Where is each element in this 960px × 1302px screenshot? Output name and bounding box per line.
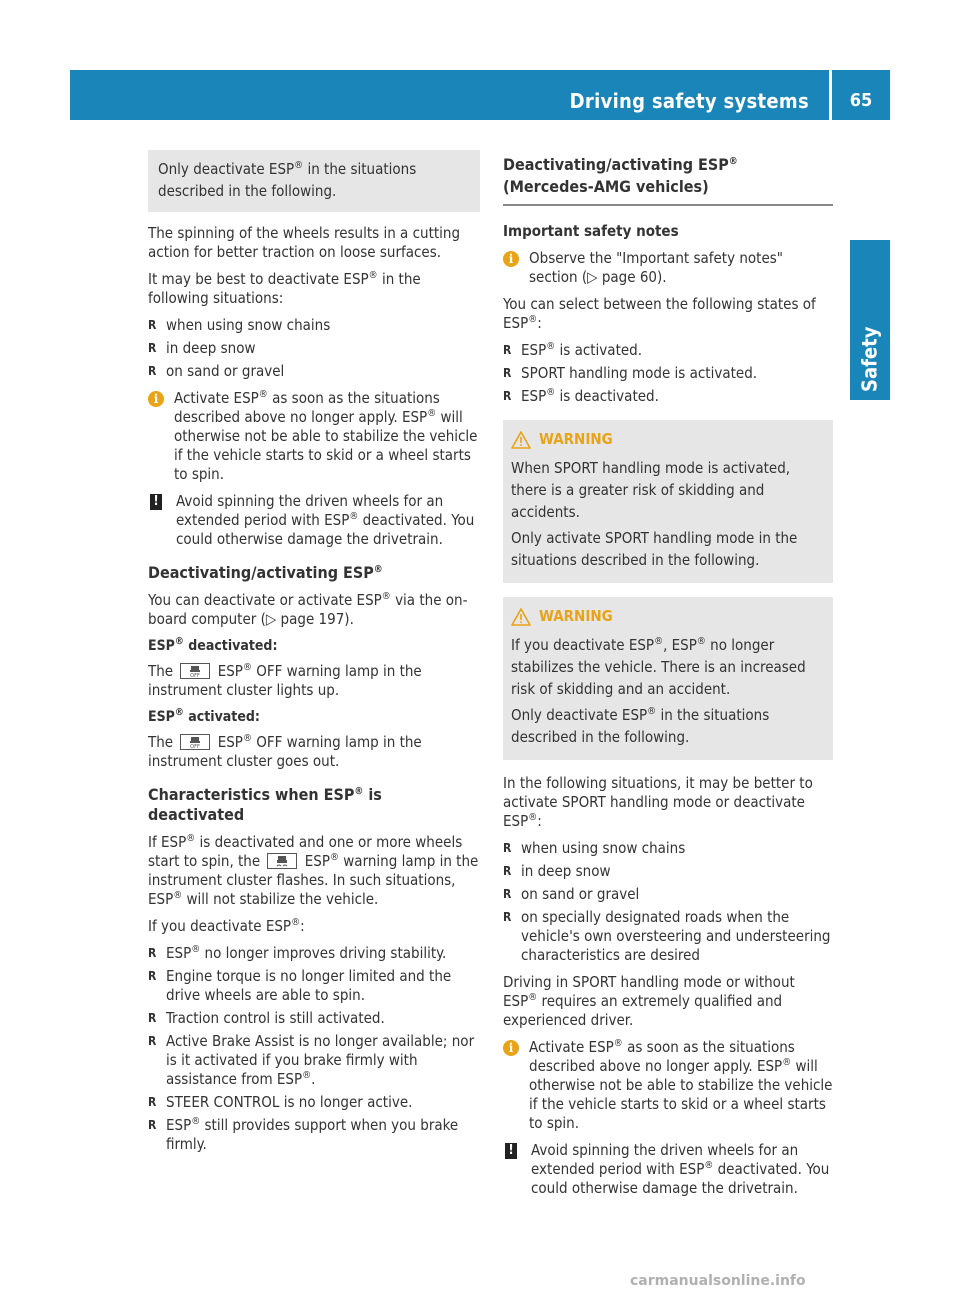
warning-text: When SPORT handling mode is activated, there is a greater risk of skidding and accidents. [511,459,791,521]
caution-note-text: Avoid spinning the driven wheels for an extended period with ESP® deactivated. You could otherwise damage the drivetrain. [176,492,475,548]
warning-box [503,420,833,583]
warning-triangle-icon [511,431,531,449]
info-note [503,1038,833,1133]
paragraph-situations: It may be best to deactivate ESP® in the following situations: [148,270,421,307]
info-note-text: Activate ESP® as soon as the situations described above no longer apply. ESP® will otherwise not be able to stabilize the vehicle if the vehicle starts to skid or a wheel starts to spin. [174,389,478,483]
paragraph-lamp-goes-out: The OFF ESP® OFF warning lamp in the instrument cluster goes out. [148,733,422,770]
caution-icon: ! [505,1143,517,1159]
sport-situations-list [503,839,833,965]
warning-text: Only activate SPORT handling mode in the situations described in the following. [511,529,798,569]
esp-warning-lamp-icon [267,853,297,869]
paragraph-following-situations: In the following situations, it may be better to activate SPORT handling mode or deactivate ESP®: [503,774,813,830]
info-note [503,249,833,287]
heading-amg: Deactivating/activating ESP® (Mercedes-AMG vehicles) [503,154,833,206]
page-link[interactable]: page 197). [276,610,354,628]
list-item: R on sand or gravel [503,885,833,904]
list-item: R on sand or gravel [148,362,480,381]
paragraph-characteristics: If ESP® is deactivated and one or more wheels start to spin, the ESP® warning lamp in the instrument cluster flashes. In such situations, ESP® will not stabilize the vehicle. [148,833,479,908]
left-column [148,150,480,1162]
list-item: R in deep snow [503,862,833,881]
paragraph-onboard-computer: You can deactivate or activate ESP® via the on-board computer (▷ page 197). [148,591,468,628]
info-note-text: Observe the "Important safety notes" section (▷ page 60). [529,249,784,286]
svg-text:OFF: OFF [190,744,201,749]
warning-box [503,597,833,760]
caution-note [148,492,480,549]
page-ref-arrow-icon: ▷ [265,610,277,628]
caution-note [503,1141,833,1198]
esp-off-lamp-icon [180,663,210,679]
list-item: R when using snow chains [503,839,833,858]
deactivation-effects-list [148,944,480,1154]
caution-note-text: Avoid spinning the driven wheels for an extended period with ESP® deactivated. You could otherwise damage the drivetrain. [531,1141,830,1197]
intro-note-box [148,150,480,212]
info-icon: i [503,1040,519,1056]
paragraph-driving-sport: Driving in SPORT handling mode or without ESP® requires an extremely qualified and experienced driver. [503,973,795,1029]
chapter-tab-label: Safety [857,326,882,392]
heading-esp-activated: ESP® activated: [148,707,260,725]
warning-title: WARNING [539,607,613,625]
list-item: R on specially designated roads when the vehicle's own oversteering and understeering characteristics are desired [503,908,833,965]
list-item: R Active Brake Assist is no longer available; nor is it activated if you brake firmly with assistance from ESP®. [148,1032,480,1089]
esp-states-list [503,341,833,406]
list-item: R ESP® is deactivated. [503,387,833,406]
info-note [148,389,480,484]
list-item: R ESP® still provides support when you brake firmly. [148,1116,480,1154]
list-item: R SPORT handling mode is activated. [503,364,833,383]
paragraph-spinning: The spinning of the wheels results in a cutting action for better traction on loose surfaces. [148,224,461,261]
warning-triangle-icon [511,608,531,626]
page-link[interactable]: page 60). [597,268,667,286]
list-item: R when using snow chains [148,316,480,335]
watermark: carmanualsonline.info [630,1273,806,1289]
list-item: R ESP® is activated. [503,341,833,360]
header-bar [70,70,890,120]
chapter-tab[interactable] [850,240,890,400]
info-icon: i [503,251,519,267]
heading-important-safety-notes: Important safety notes [503,222,679,240]
heading-deactivating: Deactivating/activating ESP® [148,563,383,582]
heading-characteristics: Characteristics when ESP® is deactivated [148,785,382,824]
intro-note-text: Only deactivate ESP® in the situations described in the following. [158,160,417,200]
esp-off-lamp-icon [180,734,210,750]
right-column [503,150,833,1206]
list-item: R STEER CONTROL is no longer active. [148,1093,480,1112]
page-number: 65 [849,90,873,111]
paragraph-lamp-lights-up: The OFF ESP® OFF warning lamp in the instrument cluster lights up. [148,662,422,699]
list-item: R Engine torque is no longer limited and the drive wheels are able to spin. [148,967,480,1005]
caution-icon: ! [150,494,162,510]
list-item: R ESP® no longer improves driving stability. [148,944,480,963]
situation-list [148,316,480,381]
page-ref-arrow-icon: ▷ [587,268,598,286]
svg-text:OFF: OFF [190,673,201,678]
info-note-text: Activate ESP® as soon as the situations described above no longer apply. ESP® will otherwise not be able to stabilize the vehicle if the vehicle starts to skid or a wheel starts to spin. [529,1038,833,1132]
section-title: Driving safety systems [569,89,809,113]
paragraph-if-deactivate: If you deactivate ESP®: [148,917,305,935]
list-item: R Traction control is still activated. [148,1009,480,1028]
warning-header [511,430,825,449]
paragraph-select-states: You can select between the following states of ESP®: [503,295,816,332]
heading-esp-deactivated: ESP® deactivated: [148,636,278,654]
warning-title: WARNING [539,430,613,448]
warning-text: If you deactivate ESP®, ESP® no longer stabilizes the vehicle. There is an increased risk of skidding and an accident. [511,636,806,698]
warning-text: Only deactivate ESP® in the situations described in the following. [511,706,770,746]
info-icon: i [148,391,164,407]
list-item: R in deep snow [148,339,480,358]
warning-header [511,607,825,626]
